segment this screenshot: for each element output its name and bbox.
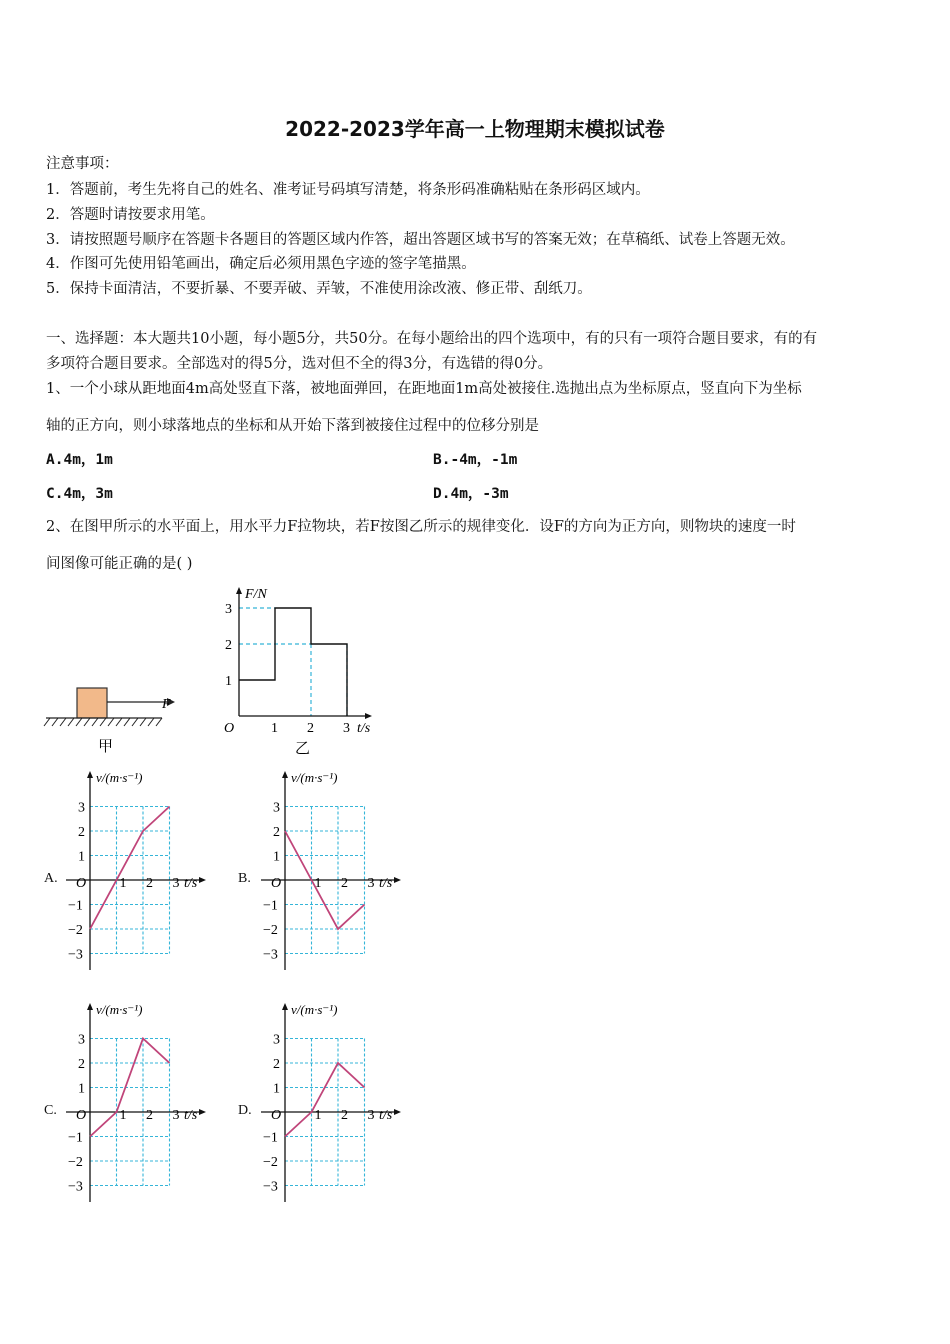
q2-line-1: 2、在图甲所示的水平面上，用水平力F拉物块，若F按图乙所示的规律变化．设F的方向为正方向，则物块的速度一时 (46, 519, 796, 535)
y-axis-arrow (282, 1003, 288, 1010)
y-tick-label: −2 (68, 1155, 83, 1170)
y-tick-label: 3 (78, 1032, 85, 1048)
ground-hatch (156, 718, 162, 726)
note-item-2: 2．答题时请按要求用笔。 (46, 207, 215, 223)
note-item-3: 3．请按照题号顺序在答题卡各题目的答题区域内作答，超出答题区域书写的答案无效；在草稿纸、试卷上答题无效。 (46, 232, 795, 248)
figure-jia (40, 680, 200, 760)
vt-origin: O (271, 1108, 282, 1123)
q1-line-1: 1、一个小球从距地面4m高处竖直下落，被地面弹回，在距地面1m高处被接住.选抛出点为坐标原点，竖直向下为坐标 (46, 381, 802, 397)
y-tick-label: 1 (273, 849, 280, 865)
vt-ylabel: v/(m·s⁻¹) (291, 770, 338, 785)
vt-chart-b (255, 765, 405, 975)
vt-ylabel: v/(m·s⁻¹) (96, 1002, 143, 1017)
vt-xlabel: t/s (379, 1108, 393, 1123)
x-tick-label: 2 (341, 1108, 348, 1123)
vt-origin: O (76, 876, 87, 891)
note-item-1: 1．答题前，考生先将自己的姓名、准考证号码填写清楚，将条形码准确粘贴在条形码区域内。 (46, 182, 650, 198)
x-axis-arrow (365, 713, 372, 719)
y-tick-label: 3 (273, 800, 280, 816)
velocity-line (285, 1063, 365, 1137)
y-axis-arrow (282, 771, 288, 778)
yi-origin: O (224, 721, 235, 736)
ground-hatch (124, 718, 130, 726)
y-axis-arrow (236, 587, 242, 594)
y-tick-label: −2 (263, 923, 278, 938)
vt-xlabel: t/s (379, 876, 393, 891)
y-tick-label: 3 (225, 602, 232, 617)
section-intro-line-2: 多项符合题目要求。全部选对的得5分，选对但不全的得3分，有选错的得0分。 (46, 356, 553, 372)
y-tick-label: −3 (68, 1179, 83, 1195)
yi-xlabel: t/s (357, 721, 371, 736)
y-tick-label: 2 (225, 638, 232, 653)
page-title: 2022-2023学年高一上物理期末模拟试卷 (285, 117, 665, 141)
caption-yi: 乙 (295, 741, 311, 757)
y-tick-label: 1 (225, 674, 232, 689)
ground-hatch (44, 718, 50, 726)
ground-hatch (84, 718, 90, 726)
note-item-5: 5．保持卡面清洁，不要折暴、不要弄破、弄皱，不准使用涂改液、修正带、刮纸刀。 (46, 281, 592, 297)
y-tick-label: −1 (263, 898, 278, 914)
x-tick-label: 2 (307, 721, 314, 736)
y-tick-label: 3 (78, 800, 85, 816)
y-tick-label: 1 (78, 849, 85, 865)
ground-hatch (60, 718, 66, 726)
section-intro-line-1: 一、选择题：本大题共10小题，每小题5分，共50分。在每小题给出的四个选项中，有的只有一项符合题目要求，有的有 (46, 331, 818, 347)
x-tick-label: 3 (172, 876, 180, 891)
y-tick-label: −1 (68, 898, 83, 914)
force-label: F (162, 697, 171, 712)
y-axis-arrow (87, 1003, 93, 1010)
x-axis-arrow (394, 1109, 401, 1115)
q1-option-a: A.4m，1m (46, 452, 113, 468)
vt-origin: O (76, 1108, 87, 1123)
q1-option-c: C.4m，3m (46, 486, 113, 502)
vt-origin: O (271, 876, 282, 891)
x-axis-arrow (199, 877, 206, 883)
option-label-a: A. (44, 871, 58, 886)
vt-ylabel: v/(m·s⁻¹) (96, 770, 143, 785)
y-tick-label: 2 (78, 1057, 85, 1072)
ground-hatch (140, 718, 146, 726)
x-tick-label: 1 (119, 876, 127, 891)
y-tick-label: 3 (273, 1032, 280, 1048)
q1-line-2: 轴的正方向，则小球落地点的坐标和从开始下落到被接住过程中的位移分别是 (46, 418, 539, 434)
vt-xlabel: t/s (184, 1108, 198, 1123)
y-tick-label: −1 (263, 1130, 278, 1146)
vt-ylabel: v/(m·s⁻¹) (291, 1002, 338, 1017)
x-tick-label: 3 (172, 1108, 180, 1123)
option-label-c: C. (44, 1103, 57, 1118)
y-tick-label: 2 (78, 825, 85, 840)
x-tick-label: 2 (146, 1108, 153, 1123)
option-label-b: B. (238, 871, 251, 886)
y-tick-label: 1 (273, 1081, 280, 1097)
yi-ylabel: F/N (245, 587, 267, 602)
x-tick-label: 1 (314, 1108, 322, 1123)
ground-hatch (100, 718, 106, 726)
figure-yi (215, 582, 390, 760)
y-tick-label: 2 (273, 825, 280, 840)
y-tick-label: −3 (68, 947, 83, 963)
note-item-4: 4．作图可先使用铅笔画出，确定后必须用黑色字迹的签字笔描黑。 (46, 256, 476, 272)
x-tick-label: 1 (271, 721, 278, 736)
x-tick-label: 3 (343, 721, 350, 736)
x-tick-label: 3 (367, 876, 375, 891)
ground-hatch (132, 718, 138, 726)
velocity-line (90, 807, 170, 930)
vt-chart-c (60, 997, 210, 1207)
x-tick-label: 2 (146, 876, 153, 891)
x-tick-label: 2 (341, 876, 348, 891)
y-tick-label: −2 (263, 1155, 278, 1170)
q2-line-2: 间图像可能正确的是( ) (46, 556, 193, 572)
ground-hatch (68, 718, 74, 726)
q1-option-b: B.-4m，-1m (433, 452, 518, 468)
y-axis-arrow (87, 771, 93, 778)
x-axis-arrow (394, 877, 401, 883)
vt-chart-a (60, 765, 210, 975)
ground-hatch (108, 718, 114, 726)
ground-hatch (92, 718, 98, 726)
x-tick-label: 3 (367, 1108, 375, 1123)
notes-heading: 注意事项： (46, 156, 119, 172)
y-tick-label: 1 (78, 1081, 85, 1097)
caption-jia: 甲 (98, 739, 114, 755)
y-tick-label: 2 (273, 1057, 280, 1072)
block (77, 688, 107, 718)
ground-hatch (148, 718, 154, 726)
vt-chart-d (255, 997, 405, 1207)
y-tick-label: −3 (263, 1179, 278, 1195)
force-step-line (239, 608, 347, 716)
q1-option-d: D.4m，-3m (433, 486, 509, 502)
x-axis-arrow (199, 1109, 206, 1115)
y-tick-label: −2 (68, 923, 83, 938)
vt-xlabel: t/s (184, 876, 198, 891)
y-tick-label: −3 (263, 947, 278, 963)
option-label-d: D. (238, 1103, 252, 1118)
ground-hatch (76, 718, 82, 726)
ground-hatch (116, 718, 122, 726)
ground-hatch (52, 718, 58, 726)
y-tick-label: −1 (68, 1130, 83, 1146)
x-tick-label: 1 (119, 1108, 127, 1123)
x-tick-label: 1 (314, 876, 322, 891)
